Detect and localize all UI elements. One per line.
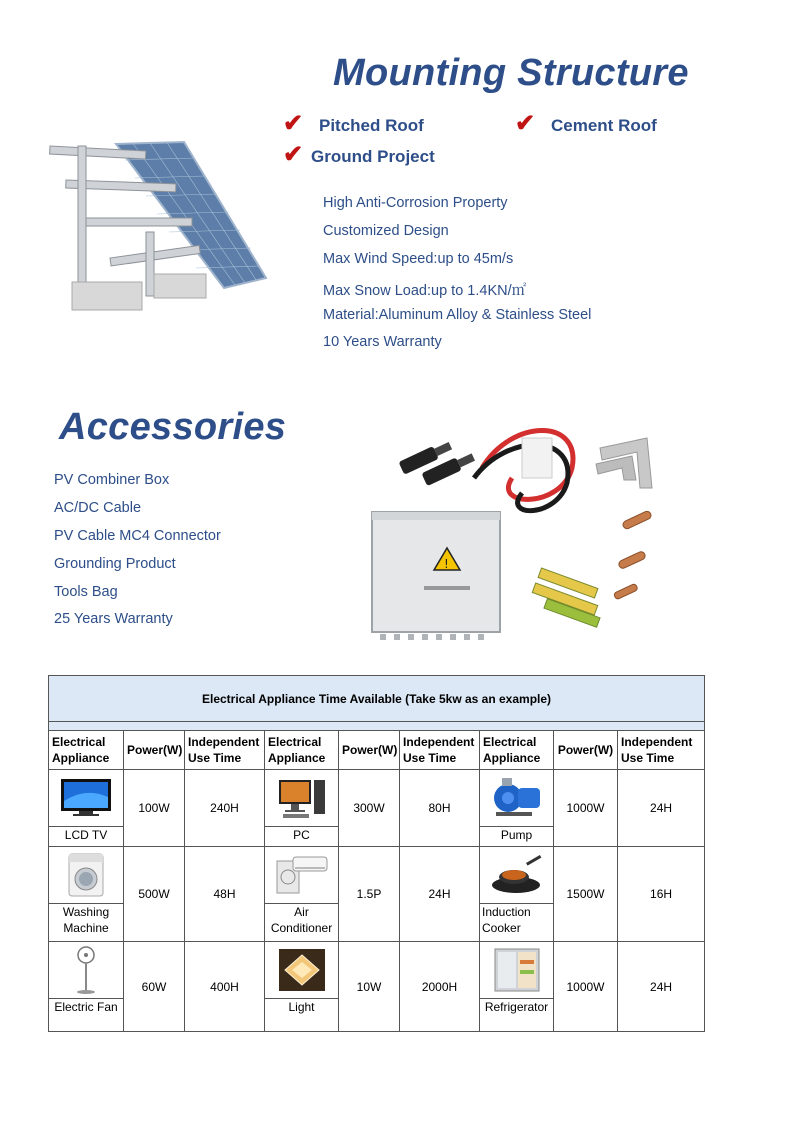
refrigerator-icon <box>492 946 542 994</box>
time-value: 400H <box>185 942 265 1032</box>
accessories-title: Accessories <box>59 406 287 448</box>
header-power: Power(W) <box>554 731 618 770</box>
power-value: 1500W <box>554 847 618 942</box>
check-icon: ✔ <box>283 141 304 168</box>
pc-icon <box>277 776 327 820</box>
appliance-cell <box>49 942 124 1032</box>
time-value: 48H <box>185 847 265 942</box>
header-electrical-appliance: Electrical Appliance <box>480 731 554 770</box>
accessory-item: Tools Bag <box>54 584 118 600</box>
appliance-name: PC <box>265 826 338 845</box>
header-electrical-appliance: Electrical Appliance <box>265 731 339 770</box>
table-row <box>49 847 705 942</box>
appliance-cell <box>265 770 339 847</box>
table-row <box>49 942 705 1032</box>
washing-machine-icon <box>66 852 106 898</box>
appliance-cell <box>480 942 554 1032</box>
appliance-table <box>48 675 705 1032</box>
appliance-name: Pump <box>480 826 553 845</box>
check-icon: ✔ <box>283 110 304 137</box>
time-value: 2000H <box>400 942 480 1032</box>
accessory-item: AC/DC Cable <box>54 500 142 516</box>
light-icon <box>277 947 327 993</box>
svg-text:!: ! <box>444 557 449 571</box>
appliance-cell <box>480 847 554 942</box>
header-use-time: Independent Use Time <box>185 731 265 770</box>
roof-type-ground: Ground Project <box>311 147 435 166</box>
appliance-name: Induction Cooker <box>480 903 553 937</box>
appliance-name: LCD TV <box>49 826 123 845</box>
header-use-time: Independent Use Time <box>400 731 480 770</box>
time-value: 24H <box>618 770 705 847</box>
time-value: 80H <box>400 770 480 847</box>
power-value: 60W <box>124 942 185 1032</box>
mounting-title: Mounting Structure <box>333 52 689 94</box>
power-value: 500W <box>124 847 185 942</box>
power-value: 100W <box>124 770 185 847</box>
pump-icon <box>490 776 544 820</box>
check-icon: ✔ <box>515 110 536 137</box>
tv-icon <box>59 777 113 819</box>
time-value: 24H <box>618 942 705 1032</box>
table-caption: Electrical Appliance Time Available (Take 5kw as an example) <box>49 676 705 722</box>
power-value: 1000W <box>554 770 618 847</box>
appliance-cell <box>49 847 124 942</box>
feature-item: Customized Design <box>323 223 449 239</box>
appliance-name: Washing Machine <box>49 903 123 937</box>
mounting-structure-image <box>36 138 272 328</box>
appliance-cell <box>265 847 339 942</box>
roof-type-cement: Cement Roof <box>551 116 657 135</box>
accessory-item: 25 Years Warranty <box>54 611 173 627</box>
table-header-row <box>49 731 705 770</box>
feature-item: Max Snow Load:up to 1.4KN/㎡ <box>323 283 527 299</box>
header-power: Power(W) <box>339 731 400 770</box>
power-value: 300W <box>339 770 400 847</box>
appliance-cell <box>49 770 124 847</box>
header-electrical-appliance: Electrical Appliance <box>49 731 124 770</box>
feature-item: 10 Years Warranty <box>323 334 442 350</box>
fan-icon <box>71 945 101 995</box>
time-value: 24H <box>400 847 480 942</box>
induction-cooker-icon <box>490 853 544 897</box>
appliance-name: Air Conditioner <box>265 903 338 937</box>
time-value: 16H <box>618 847 705 942</box>
table-spacer <box>49 722 705 731</box>
table-row <box>49 770 705 847</box>
feature-item: Material:Aluminum Alloy & Stainless Steel <box>323 307 592 323</box>
power-value: 1000W <box>554 942 618 1032</box>
appliance-cell <box>480 770 554 847</box>
header-power: Power(W) <box>124 731 185 770</box>
feature-item: Max Wind Speed:up to 45m/s <box>323 251 514 267</box>
roof-type-pitched: Pitched Roof <box>319 116 424 135</box>
power-value: 1.5P <box>339 847 400 942</box>
accessory-item: PV Cable MC4 Connector <box>54 528 221 544</box>
appliance-name: Electric Fan <box>49 998 123 1017</box>
feature-item: High Anti-Corrosion Property <box>323 195 508 211</box>
appliance-name: Light <box>265 998 338 1017</box>
header-use-time: Independent Use Time <box>618 731 705 770</box>
accessories-image <box>362 408 672 650</box>
appliance-cell <box>265 942 339 1032</box>
appliance-name: Refrigerator <box>480 998 553 1017</box>
air-conditioner-icon <box>275 853 329 897</box>
accessory-item: Grounding Product <box>54 556 176 572</box>
power-value: 10W <box>339 942 400 1032</box>
time-value: 240H <box>185 770 265 847</box>
accessory-item: PV Combiner Box <box>54 472 170 488</box>
